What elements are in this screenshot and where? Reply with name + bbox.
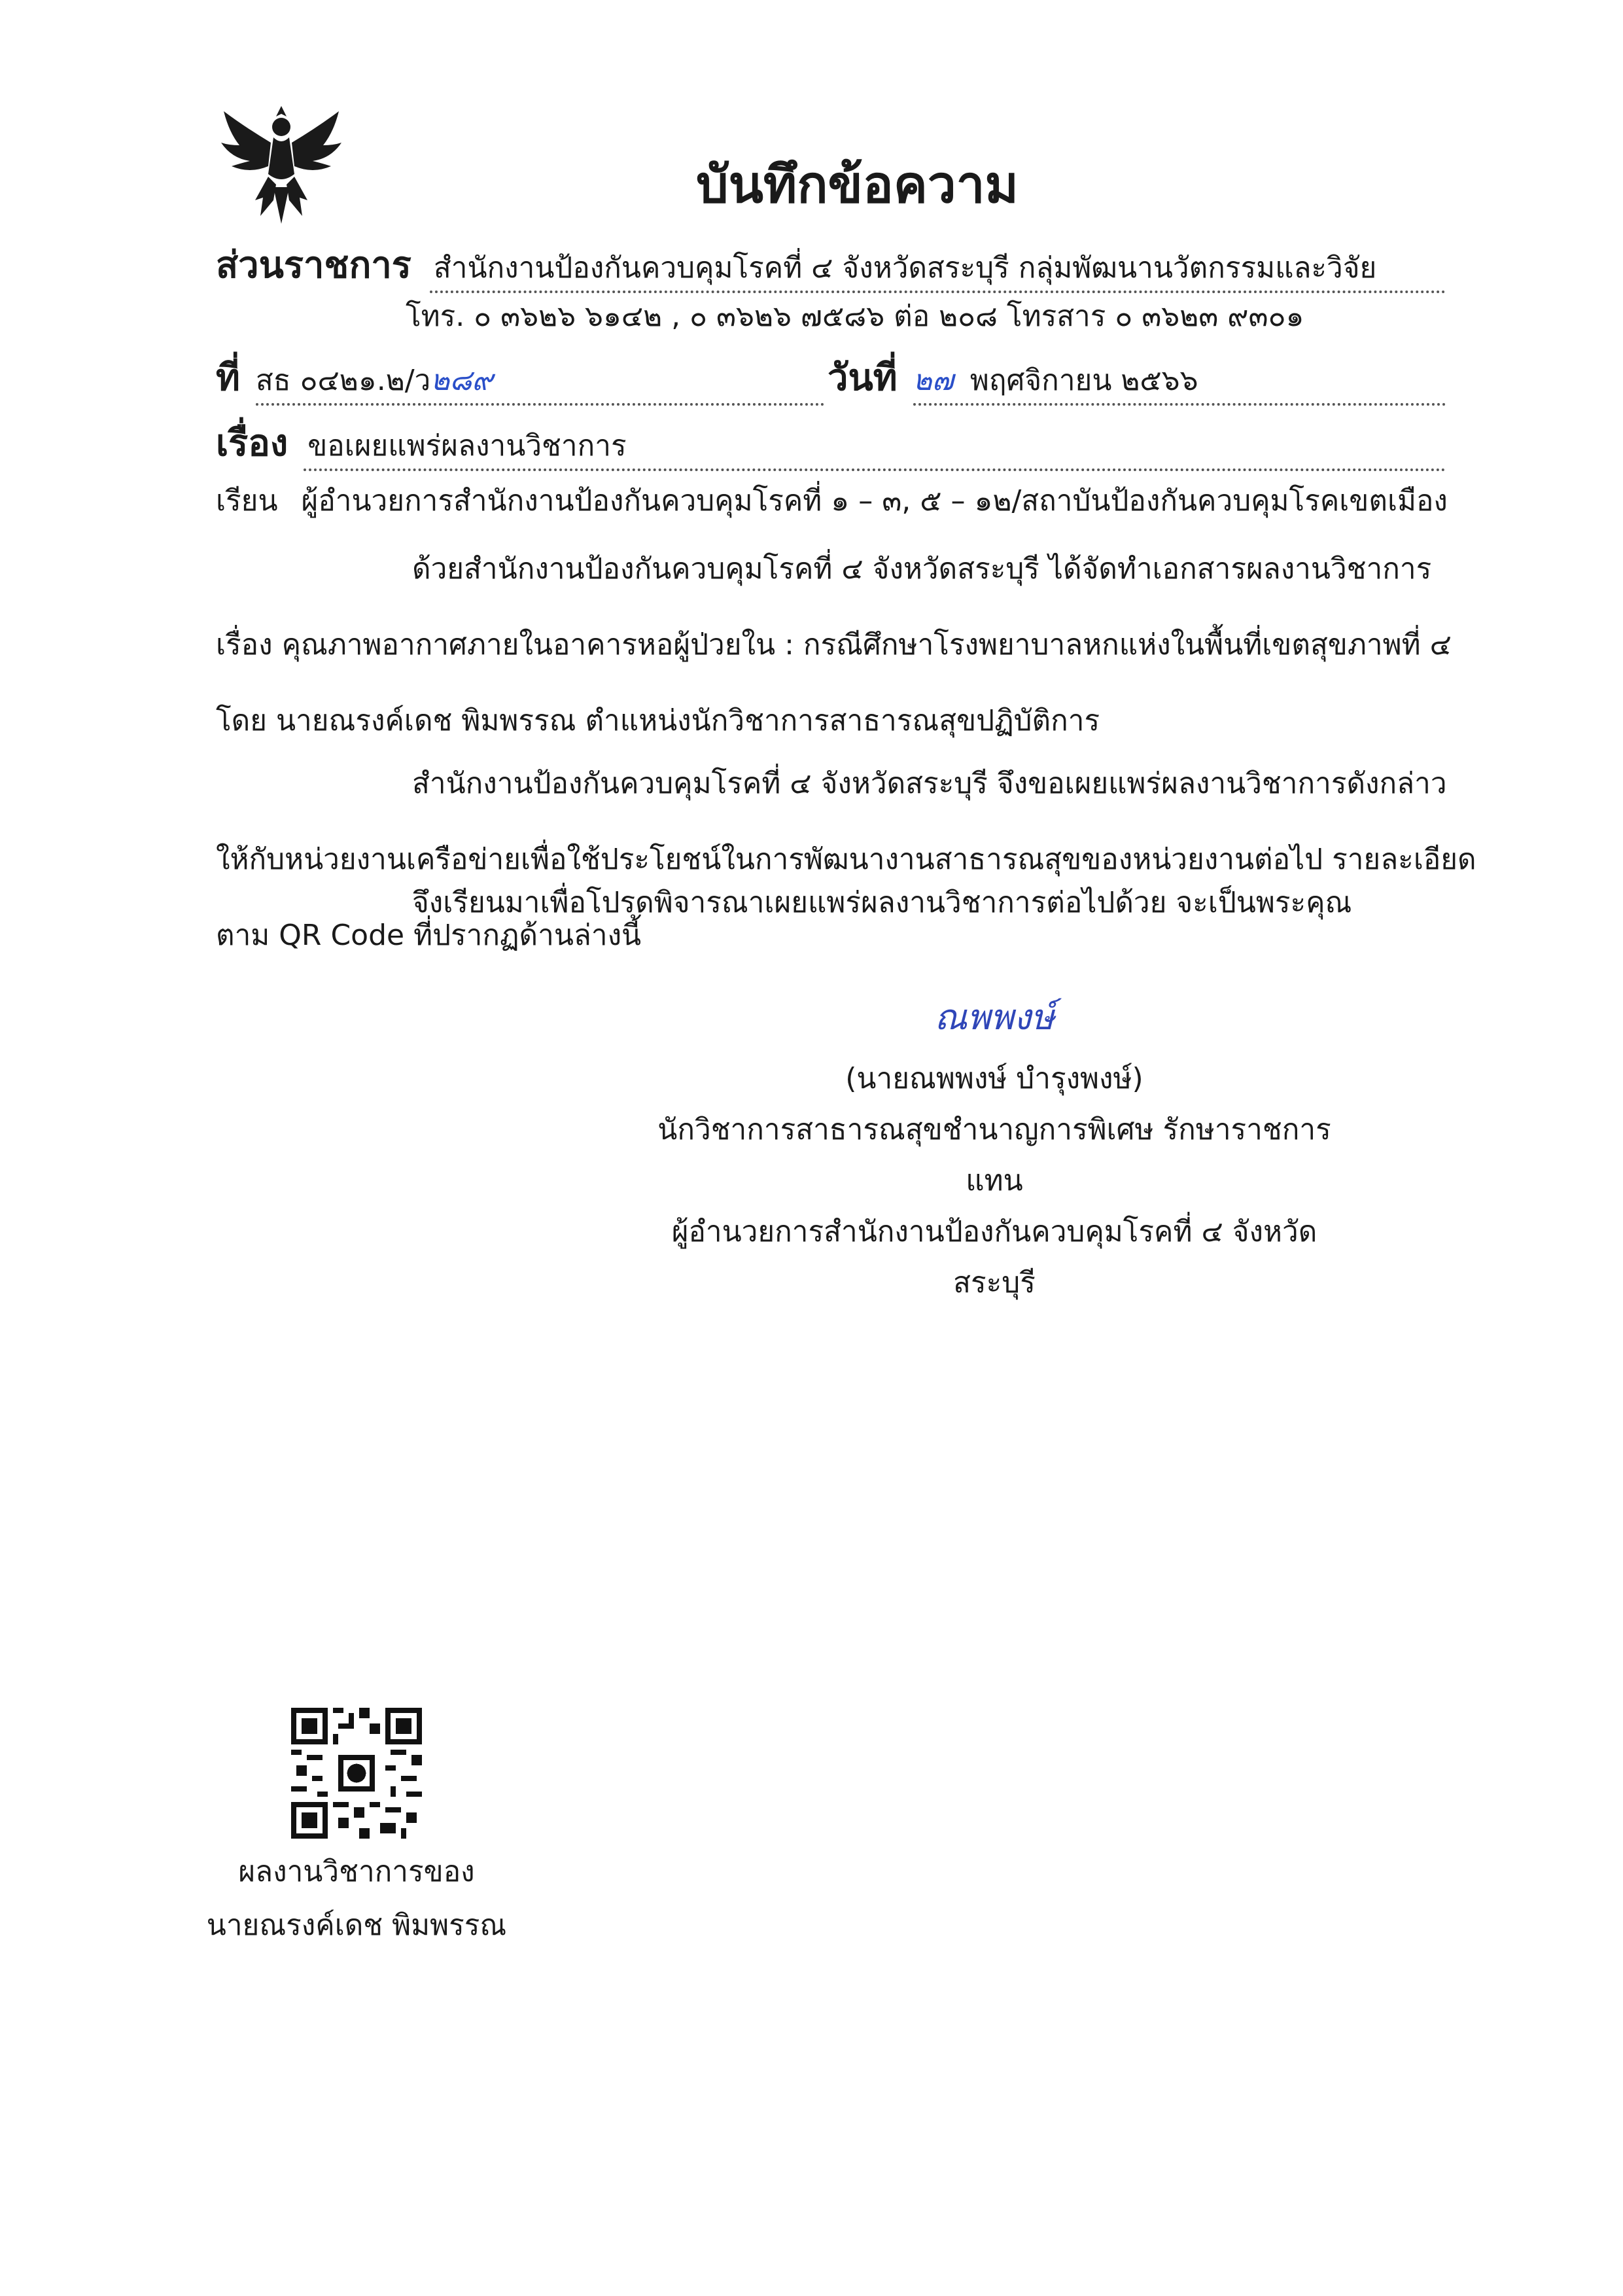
qr-caption [203, 1845, 510, 1952]
signer-name: (นายณพพงษ์ บำรุงพงษ์) [845, 1062, 1143, 1095]
signature-block [654, 995, 1335, 1309]
handwritten-signature: ณพพงษ์ [934, 997, 1055, 1038]
date-value-line [913, 357, 1446, 406]
ref-prefix: สธ ๐๔๒๑.๒/ว [255, 364, 431, 397]
recipient-value: ผู้อำนวยการสำนักงานป้องกันควบคุมโรคที่ ๑ – ๓, ๕ – ๑๒/สถาบันป้องกันควบคุมโรคเขตเมือง [301, 484, 1448, 518]
date-label: วันที่ [828, 357, 898, 399]
agency-row [216, 236, 1446, 294]
subject-label: เรื่อง [216, 422, 288, 465]
signer-position-1: นักวิชาการสาธารณสุขชำนาญการพิเศษ รักษาราชการแทน [657, 1113, 1331, 1197]
signer-position-2: ผู้อำนวยการสำนักงานป้องกันควบคุมโรคที่ ๔ จังหวัดสระบุรี [671, 1215, 1318, 1299]
body-line: สำนักงานป้องกันควบคุมโรคที่ ๔ จังหวัดสระบุรี จึงขอเผยแพร่ผลงานวิชาการดังกล่าว [412, 767, 1447, 800]
document-title: บันทึกข้อความ [696, 156, 1019, 215]
recipient-label: เรียน [216, 484, 278, 518]
subject-value: ขอเผยแพร่ผลงานวิชาการ [304, 423, 1446, 471]
date-month-year: พฤศจิกายน ๒๕๖๖ [969, 364, 1198, 397]
body-line: จึงเรียนมาเพื่อโปรดพิจารณาเผยแพร่ผลงานวิชาการต่อไปด้วย จะเป็นพระคุณ [412, 886, 1352, 919]
date-day: ๒๗ [913, 364, 954, 397]
agency-value: สำนักงานป้องกันควบคุมโรคที่ ๔ จังหวัดสระบุรี กลุ่มพัฒนานวัตกรรมและวิจัย [430, 245, 1446, 293]
agency-label: ส่วนราชการ [216, 244, 411, 287]
body-paragraph-3 [216, 865, 1459, 941]
body-line: โดย นายณรงค์เดช พิมพรรณ ตำแหน่งนักวิชาการสาธารณสุขปฏิบัติการ [216, 704, 1100, 737]
body-line: เรื่อง คุณภาพอากาศภายในอาคารหอผู้ป่วยใน : กรณีศึกษาโรงพยาบาลหกแห่งในพื้นที่เขตสุขภาพที่ ๔ [216, 628, 1452, 662]
date-row [828, 348, 1446, 406]
body-line: ให้กับหน่วยงานเครือข่ายเพื่อใช้ประโยชน์ในการพัฒนางานสาธารณสุขของหน่วยงานต่อไป รายละเอียด [216, 843, 1476, 876]
qr-caption-line-1: ผลงานวิชาการของ [238, 1855, 475, 1888]
ref-number: ๒๘๙ [430, 364, 493, 397]
body-line: ด้วยสำนักงานป้องกันควบคุมโรคที่ ๔ จังหวัดสระบุรี ได้จัดทำเอกสารผลงานวิชาการ [412, 552, 1432, 586]
qr-caption-line-2: นายณรงค์เดช พิมพรรณ [206, 1909, 507, 1942]
subject-row [216, 414, 1446, 472]
agency-contact: โทร. ๐ ๓๖๒๖ ๖๑๔๒ , ๐ ๓๖๒๖ ๗๕๘๖ ต่อ ๒๐๘ โทรสาร ๐ ๓๖๒๓ ๙๓๐๑ [406, 300, 1304, 333]
qr-code-icon[interactable] [291, 1708, 422, 1839]
body-line: ตาม QR Code ที่ปรากฏด้านล่างนี้ [216, 919, 642, 952]
ref-value-line [256, 357, 824, 406]
ref-label: ที่ [216, 357, 240, 399]
ref-row [216, 348, 824, 406]
recipient-row [216, 478, 1459, 523]
body-paragraph-1 [216, 531, 1459, 759]
